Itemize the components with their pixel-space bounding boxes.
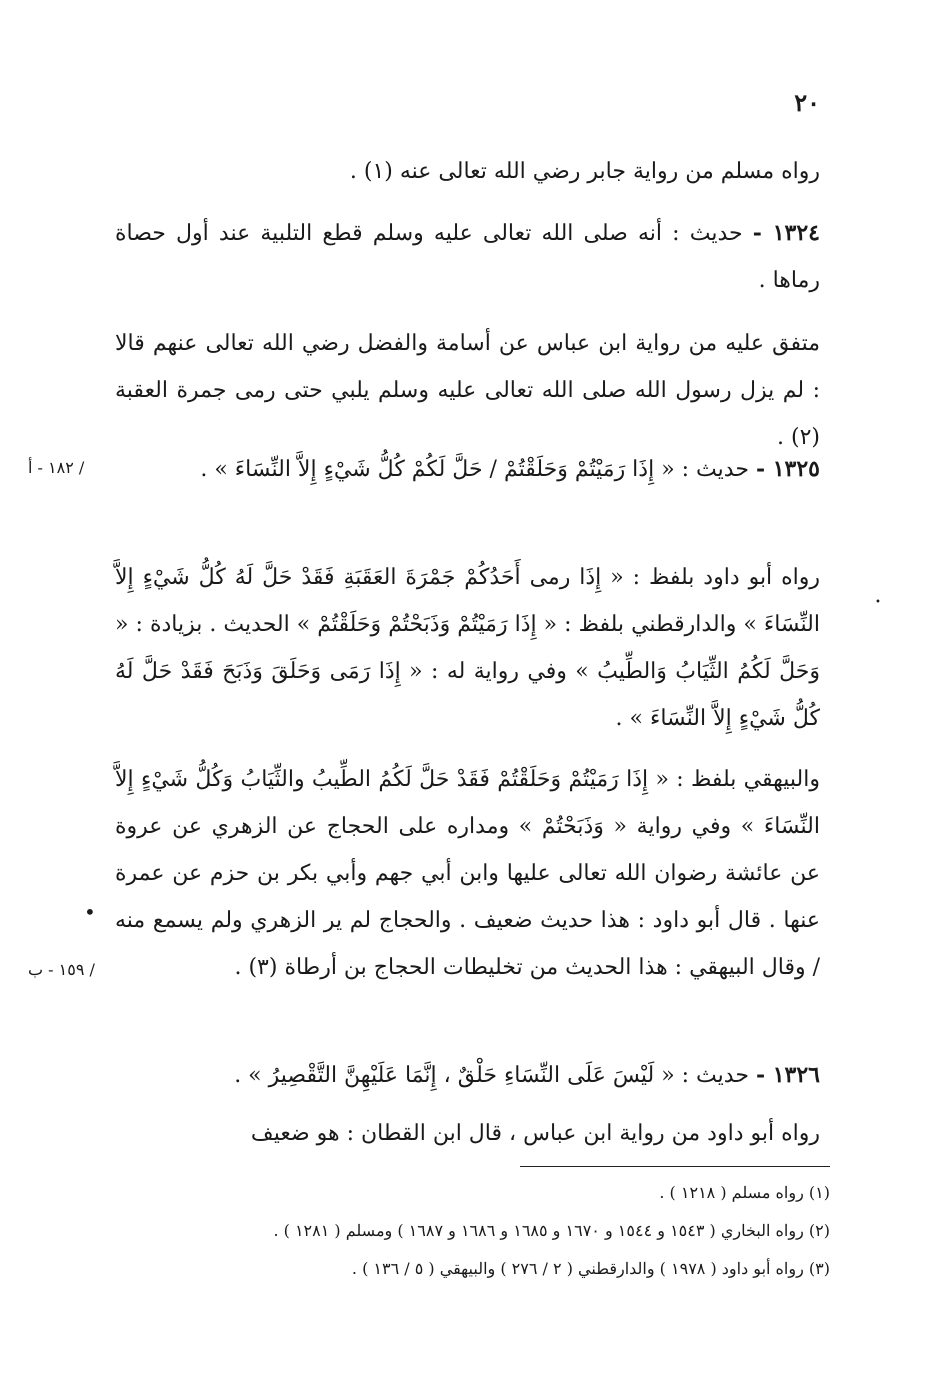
footnote-divider	[520, 1166, 830, 1167]
stray-dot-mark: •	[84, 900, 96, 924]
paragraph-3-text: متفق عليه من رواية ابن عباس عن أسامة والفضل رضي الله تعالى عنهم قالا : لم يزل رسول الله صلى الله تعالى عليه وسلم يلبي حتى رمى جمرة العقبة (٢) .	[115, 331, 820, 450]
stray-dot-mark: •	[875, 597, 881, 608]
hadith-number: ١٣٢٦ -	[755, 1062, 820, 1088]
paragraph-5	[115, 554, 820, 742]
margin-folio-note: / ١٥٩ - ب	[28, 960, 95, 979]
hadith-text: حديث : أنه صلى الله تعالى عليه وسلم قطع التلبية عند أول حصاة رماها .	[115, 221, 820, 293]
hadith-number: ١٣٢٤ -	[752, 220, 820, 246]
footnote-2: (٢) رواه البخاري ( ١٥٤٣ و ١٥٤٤ و ١٦٧٠ و ١٦٨٥ و ١٦٨٦ و ١٦٨٧ ) ومسلم ( ١٢٨١ ) .	[273, 1221, 830, 1240]
paragraph-3	[115, 320, 820, 461]
hadith-text: حديث : « لَيْسَ عَلَى النِّسَاءِ حَلْقٌ ، إِنَّمَا عَلَيْهِنَّ التَّقْصِيرُ » .	[234, 1063, 749, 1088]
paragraph-6-text: والبيهقي بلفظ : « إِذَا رَمَيْتُمْ وَحَلَقْتُمْ فَقَدْ حَلَّ لَكُمُ الطِّيبُ والثِّيَابُ وَكُلُّ شَيْءٍ إِلاَّ النِّسَاءَ » وفي رواية « وَذَبَحْتُمْ » ومداره على الحجاج عن الزهري عن عروة عن عائشة رضوان الله تعالى عليها وابن أبي جهم وأبي بكر بن حزم عن عمرة عنها . قال أبو داود : هذا حديث ضعيف . والحجاج لم ير الزهري ولم يسمع منه / وقال البيهقي : هذا الحديث من تخليطات الحجاج بن أرطاة (٣) .	[115, 767, 820, 980]
paragraph-6	[115, 756, 820, 991]
footnote-1: (١) رواه مسلم ( ١٢١٨ ) .	[659, 1183, 830, 1202]
hadith-1324	[115, 210, 820, 304]
paragraph-8-text: رواه أبو داود من رواية ابن عباس ، قال ابن القطان : هو ضعيف	[250, 1121, 820, 1146]
hadith-1325	[115, 446, 820, 493]
footnote-3: (٣) رواه أبو داود ( ١٩٧٨ ) والدارقطني ( ٢ / ٢٧٦ ) والبيهقي ( ٥ / ١٣٦ ) .	[351, 1259, 830, 1278]
paragraph-5-text: رواه أبو داود بلفظ : « إِذَا رمى أَحَدُكُمْ جَمْرَةَ العَقَبَةِ فَقَدْ حَلَّ لَهُ كُلُّ شَيْءٍ إِلاَّ النِّسَاءَ » والدارقطني بلفظ : « إِذَا رَمَيْتُمْ وَذَبَحْتُمْ وَحَلَقْتُمْ » الحديث . بزيادة : « وَحَلَّ لَكُمُ الثِّيَابُ وَالطِّيبُ » وفي رواية له : « إِذَا رَمَى وَحَلَقَ وَذَبَحَ فَقَدْ حَلَّ لَهُ كُلُّ شَيْءٍ إِلاَّ النِّسَاءَ » .	[115, 565, 820, 731]
paragraph-8	[115, 1110, 820, 1157]
page-number: ٢٠	[794, 88, 820, 117]
hadith-text: حديث : « إِذَا رَمَيْتُمْ وَحَلَقْتُمْ / حَلَّ لَكُمْ كُلُّ شَيْءٍ إِلاَّ النِّسَاءَ » .	[200, 457, 749, 482]
margin-folio-note: / ١٨٢ - أ	[28, 458, 85, 477]
paragraph-1	[115, 148, 820, 195]
hadith-1326	[115, 1052, 820, 1099]
hadith-number: ١٣٢٥ -	[755, 456, 820, 482]
paragraph-1-text: رواه مسلم من رواية جابر رضي الله تعالى عنه (١) .	[349, 159, 820, 184]
